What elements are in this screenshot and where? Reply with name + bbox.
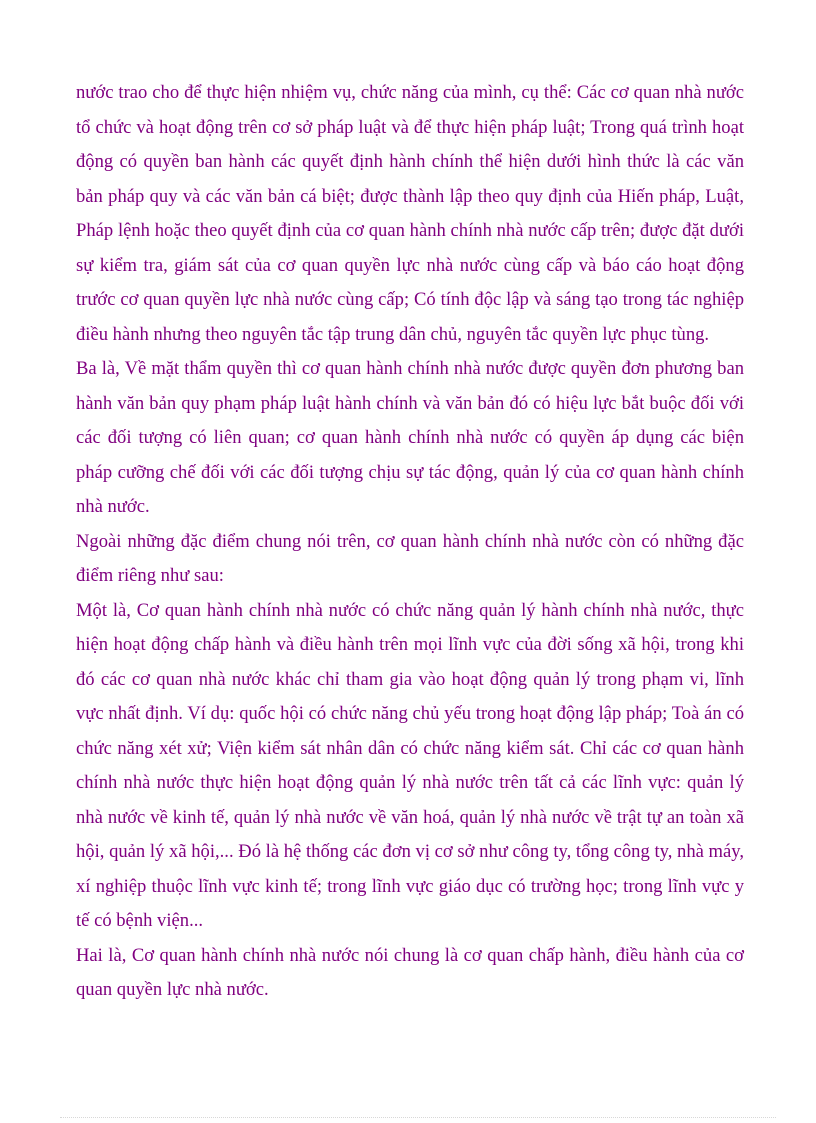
paragraph-dac-diem-rieng-intro: Ngoài những đặc điểm chung nói trên, cơ quan hành chính nhà nước còn có những đặc điểm riêng như sau: [76, 530, 744, 586]
document-body [76, 76, 744, 1008]
paragraph-ba-la: Ba là, Về mặt thẩm quyền thì cơ quan hành chính nhà nước được quyền đơn phương ban hành văn bản quy phạm pháp luật hành chính và văn bản đó có hiệu lực bắt buộc đối với các đối tượng có liên quan; cơ quan hành chính nhà nước có quyền áp dụng các biện pháp cưỡng chế đối với các đối tượng chịu sự tác động, quản lý của cơ quan hành chính nhà nước. [76, 358, 744, 517]
paragraph-hai-la: Hai là, Cơ quan hành chính nhà nước nói chung là cơ quan chấp hành, điều hành của cơ quan quyền lực nhà nước. [76, 944, 744, 1000]
page-bottom-divider [60, 1117, 776, 1118]
paragraph-continuation: nước trao cho để thực hiện nhiệm vụ, chức năng của mình, cụ thể: Các cơ quan nhà nước tổ chức và hoạt động trên cơ sở pháp luật và để thực hiện pháp luật; Trong quá trình hoạt động có quyền ban hành các quyết định hành chính thể hiện dưới hình thức là các văn bản pháp quy và các văn bản cá biệt; được thành lập theo quy định của Hiến pháp, Luật, Pháp lệnh hoặc theo quyết định của cơ quan hành chính nhà nước cấp trên; được đặt dưới sự kiểm tra, giám sát của cơ quan quyền lực nhà nước cùng cấp và báo cáo hoạt động trước cơ quan quyền lực nhà nước cùng cấp; Có tính độc lập và sáng tạo trong tác nghiệp điều hành nhưng theo nguyên tắc tập trung dân chủ, nguyên tắc quyền lực phục tùng. [76, 82, 744, 345]
paragraph-mot-la: Một là, Cơ quan hành chính nhà nước có chức năng quản lý hành chính nhà nước, thực hiện hoạt động chấp hành và điều hành trên mọi lĩnh vực của đời sống xã hội, trong khi đó các cơ quan nhà nước khác chỉ tham gia vào hoạt động quản lý trong phạm vi, lĩnh vực nhất định. Ví dụ: quốc hội có chức năng chủ yếu trong hoạt động lập pháp; Toà án có chức năng xét xử; Viện kiểm sát nhân dân có chức năng kiểm sát. Chỉ các cơ quan hành chính nhà nước thực hiện hoạt động quản lý nhà nước trên tất cả các lĩnh vực: quản lý nhà nước về kinh tế, quản lý nhà nước về văn hoá, quản lý nhà nước về trật tự an toàn xã hội, quản lý xã hội,... Đó là hệ thống các đơn vị cơ sở như công ty, tổng công ty, nhà máy, xí nghiệp thuộc lĩnh vực kinh tế; trong lĩnh vực giáo dục có trường học; trong lĩnh vực y tế có bệnh viện... [76, 599, 744, 931]
